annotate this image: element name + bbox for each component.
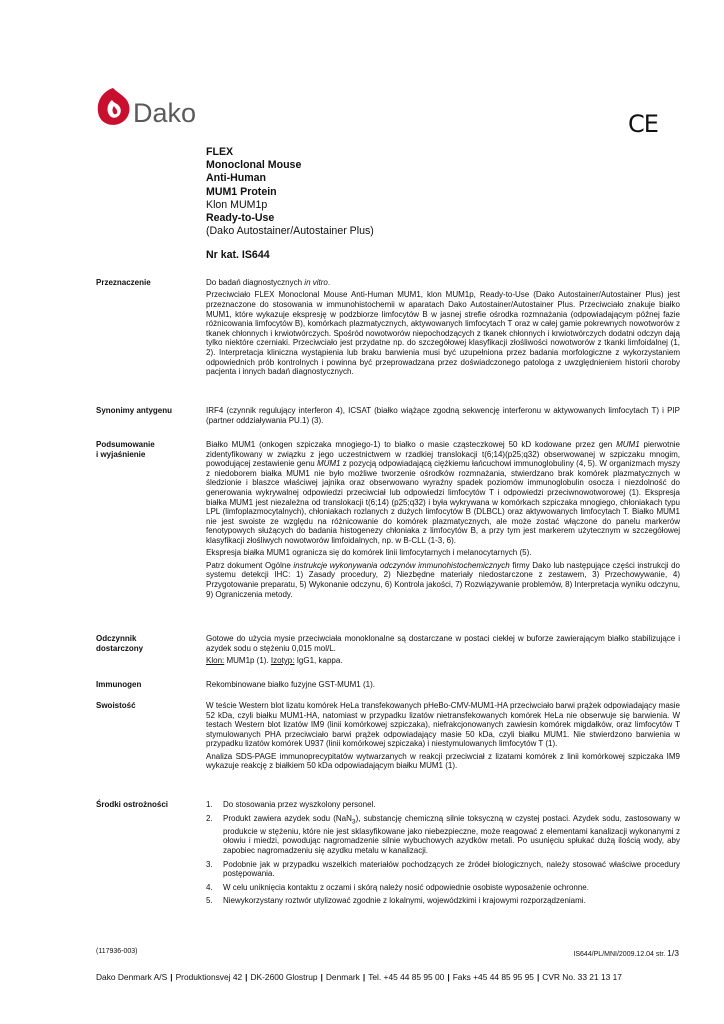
section-label: Odczynnik dostarczony (96, 634, 144, 653)
title-line-7: (Dako Autostainer/Autostainer Plus) (206, 225, 374, 238)
separator: | (536, 972, 540, 982)
product-title (206, 146, 676, 238)
catalog-number: Nr kat. IS644 (206, 249, 270, 261)
company-country: Denmark (325, 972, 360, 982)
title-line-2: Monoclonal Mouse (206, 159, 302, 172)
separator: | (447, 972, 450, 982)
section-body (206, 440, 680, 602)
page-number: 1/3 (667, 948, 679, 958)
section-body (206, 800, 680, 910)
precautions-list (206, 800, 680, 906)
paragraph: IRF4 (czynnik regulujący interferon 4), ICSAT (białko wiążące zgodną sekwencję interferonu w aktywowanych limfocytach T) i PIP (partner oddziaływania PU.1) (3). (206, 406, 680, 425)
title-line-6: Ready-to-Use (206, 212, 275, 225)
separator: | (170, 972, 173, 982)
paragraph: Rekombinowane białko fuzyjne GST-MUM1 (1). (206, 680, 375, 689)
list-item: 1. Do stosowania przez wyszkolony personel. (206, 800, 376, 809)
title-line-3: Anti-Human (206, 172, 267, 185)
list-item: 2. Produkt zawiera azydek sodu (NaN$_3$), substancję chemiczną silnie toksyczną w czystej postaci. Azydek sodu, zastosowany w produkcie w stężeniu, które nie jest sklasyfikowane jako niebezpieczne, może reagować z elementami kanalizacji wykonanymi z ołowiu i miedzi, powodując nagromadzenie silnie wybuchowych azydków metali. Po usunięciu spłukać dużą ilością wody, aby zapobiec nagromadzeniu się azydku metalu w kanalizacji. (206, 813, 681, 855)
paragraph: Białko MUM1 (onkogen szpiczaka mnogiego-1) to białko o masie cząsteczkowej 50 kD kodowane przez gen MUM1 pierwotnie zidentyfikowany w związku z jego uczestnictwem w rzadkiej translokacji t(6;14)(p25;q32) obserwowanej w szpiczaku mnogim, powodującej zestawienie genu MUM1 z pozycją odpowiadającą ciężkiemu łańcuchowi immunoglobuliny (4, 5). W organizmach myszy z niedoborem białka MUM1 nie było możliwe tworzenie ośrodków rozmnażania, stwierdzano brak komórek plazmatycznych w śledzionie i blaszce właściwej jajnika oraz obserwowano wyraźny spadek poziomów immunoglobulin osocza i niezdolność do generowania wykrywalnej odpowiedzi przeciwciał lub odpowiedzi limfocytów T i odpowiedzi przeciwnowotworowej (1). Ekspresja białka MUM1 jest niezależna od translokacji t(6;14) (p25;q32) i była wykrywana w komórkach szpiczaka mnogiego, chłoniakach typu LPL (limfoplazmocytalnych), chłoniakach rozlanych z dużych limfocytów B (DLBCL) oraz aktywowanych limfocytach T. Białko MUM1 nie jest swoiste ze względu na różnicowanie do komórek plazmatycznych, ale może zostać włączone do panelu markerów fenotypowych służących do badania histogenezy chłoniaka z limfocytów B, a przy tym jest markerem użytecznym w szczegółowej klasyfikacji złośliwych nowotworów limfoidalnych, np. w B-CLL (1-3, 6). (206, 440, 681, 545)
section-label: Immunogen (96, 680, 142, 689)
paragraph: Ekspresja białka MUM1 ogranicza się do komórek linii limfocytarnych i melanocytarnych (5). (206, 548, 532, 558)
paragraph: Patrz dokument Ogólne instrukcje wykonywania odczynów immunohistochemicznych firmy Dako lub następujące części instrukcji do systemu detekcji IHC: 1) Zasady procedury, 2) Niezbędne materiały niedostarczone z zestawem, 3) Przechowywanie, 4) Przygotowanie preparatu, 5) Wykonanie odczynu, 6) Kontrola jakości, 7) Rozwiązywanie problemów, 8) Interpretacja wyniku odczynu, 9) Ograniczenia metody. (206, 560, 680, 599)
ce-mark: CE (628, 110, 658, 138)
dako-wordmark: Dako (133, 98, 197, 128)
section-body (206, 680, 680, 692)
dako-logo-graphic (95, 86, 215, 130)
document-reference: IS644/PL/MNI/2009.12.04 str. 1/3 (573, 948, 679, 958)
company-cvr: CVR No. 33 21 13 17 (542, 972, 622, 982)
dako-flame-icon (98, 88, 130, 125)
section-label: Przeznaczenie (96, 278, 151, 287)
section-body (206, 406, 680, 428)
company-city: DK-2600 Glostrup (250, 972, 318, 982)
section-body (206, 634, 680, 668)
section-label: Podsumowanie i wyjaśnienie (96, 440, 155, 459)
paragraph: Przeciwciało FLEX Monoclonal Mouse Anti-Human MUM1, klon MUM1p, Ready-to-Use (Dako Autostainer/Autostainer Plus) jest przeznaczone do stosowania w immunohistochemii w aparatach Dako Autostainer/Autostainer Plus. Przeciwciało znakuje białko MUM1, które wykazuje ekspresję w podzbiorze limfocytów B w jasnej strefie ośrodka rozmnażania (odpowiadającym późnej fazie różnicowania limfocytów B), komórkach plazmatycznych, aktywowanych limfocytach T oraz w całej gamie pokrewnych nowotworów z tkanek chłonnych i krwiotwórczych. Spośród nowotworów niepochodzących z tkanek chłonnych i krwiotwórczych dodatni odczyn dają tylko niektóre czerniaki. Przeciwciało jest przydatne np. do szczegółowej klasyfikacji złośliwości nowotworów z tkanki limfoidalnej (1, 2). Interpretacja kliniczna wystąpienia lub braku barwienia musi być uzupełniona przez badania morfologiczne z wykorzystaniem odpowiednich prób kontrolnych i powinna być przeprowadzana przez doświadczonego patologa z uwzględnieniem historii choroby pacjenta i innych badań diagnostycznych. (206, 290, 680, 377)
paragraph: Do badań diagnostycznych in vitro. (206, 278, 331, 287)
company-name: Dako Denmark A/S (96, 972, 168, 982)
title-line-4: MUM1 Protein (206, 185, 277, 198)
paragraph: W teście Western blot lizatu komórek HeLa transfekowanych pHeBo-CMV-MUM1-HA przeciwciało barwi prążek odpowiadający masie 52 kDa, czyli białku MUM1-HA, natomiast w przypadku lizatów nietransfekowanych komórek HeLa nie obserwuje się barwienia. W testach Western blot lizatów IM9 (linii komórkowej szpiczaka), niefrakcjonowanych zawiesin komórek migdałków, oraz limfocytów T stymulowanych PHA przeciwciało barwi prążek odpowiadający masie 50 kDa, czyli białku MUM1. Nie stwierdzono barwienia w przypadku lizatów komórek U937 (linii komórkowej szpiczaka) i niestymulowanych limfocytów T (1). (206, 701, 680, 749)
separator: | (320, 972, 323, 982)
paragraph: Analiza SDS-PAGE immunoprecypitatów wytwarzanych w reakcji przeciwciał z lizatami komórek z linii komórkowej szpiczaka IM9 wykazuje reakcję z białkiem 50 kDa odpowiadającym białku MUM1 (1). (206, 751, 680, 771)
dako-logo (95, 86, 215, 130)
list-item: 3. Podobnie jak w przypadku wszelkich materiałów pochodzących ze źródeł biologicznych, należy stosować właściwe procedury postępowania. (206, 859, 680, 879)
document-code: (117936-003) (96, 948, 138, 955)
list-item: 4. W celu uniknięcia kontaktu z oczami i skórą należy nosić odpowiednie osobiste wyposażenie ochronne. (206, 882, 589, 892)
section-body (206, 278, 680, 380)
paragraph: Gotowe do użycia mysie przeciwciała monoklonalne są dostarczane w postaci ciekłej w buforze zawierającym białko stabilizujące i azydek sodu o stężeniu 0,015 mol/L. (206, 634, 680, 653)
title-line-1: FLEX (206, 146, 234, 158)
title-line-5: Klon MUM1p (206, 198, 268, 211)
list-item: 5. Niewykorzystany roztwór utylizować zgodnie z lokalnymi, wojewódzkimi i krajowymi rozporządzeniami. (206, 896, 586, 906)
separator: | (362, 972, 366, 982)
paragraph: Klon: MUM1p (1). Izotyp: IgG1, kappa. (206, 655, 343, 665)
section-body (206, 701, 680, 774)
separator: | (245, 972, 248, 982)
company-street: Produktionsvej 42 (175, 972, 243, 982)
company-phone: Tel. +45 44 85 95 00 (368, 972, 445, 982)
company-info (96, 972, 676, 982)
section-label: Środki ostrożności (96, 800, 169, 809)
company-fax: Faks +45 44 85 95 95 (452, 972, 534, 982)
section-label: Synonimy antygenu (96, 406, 173, 415)
section-label: Swoistość (96, 701, 136, 710)
